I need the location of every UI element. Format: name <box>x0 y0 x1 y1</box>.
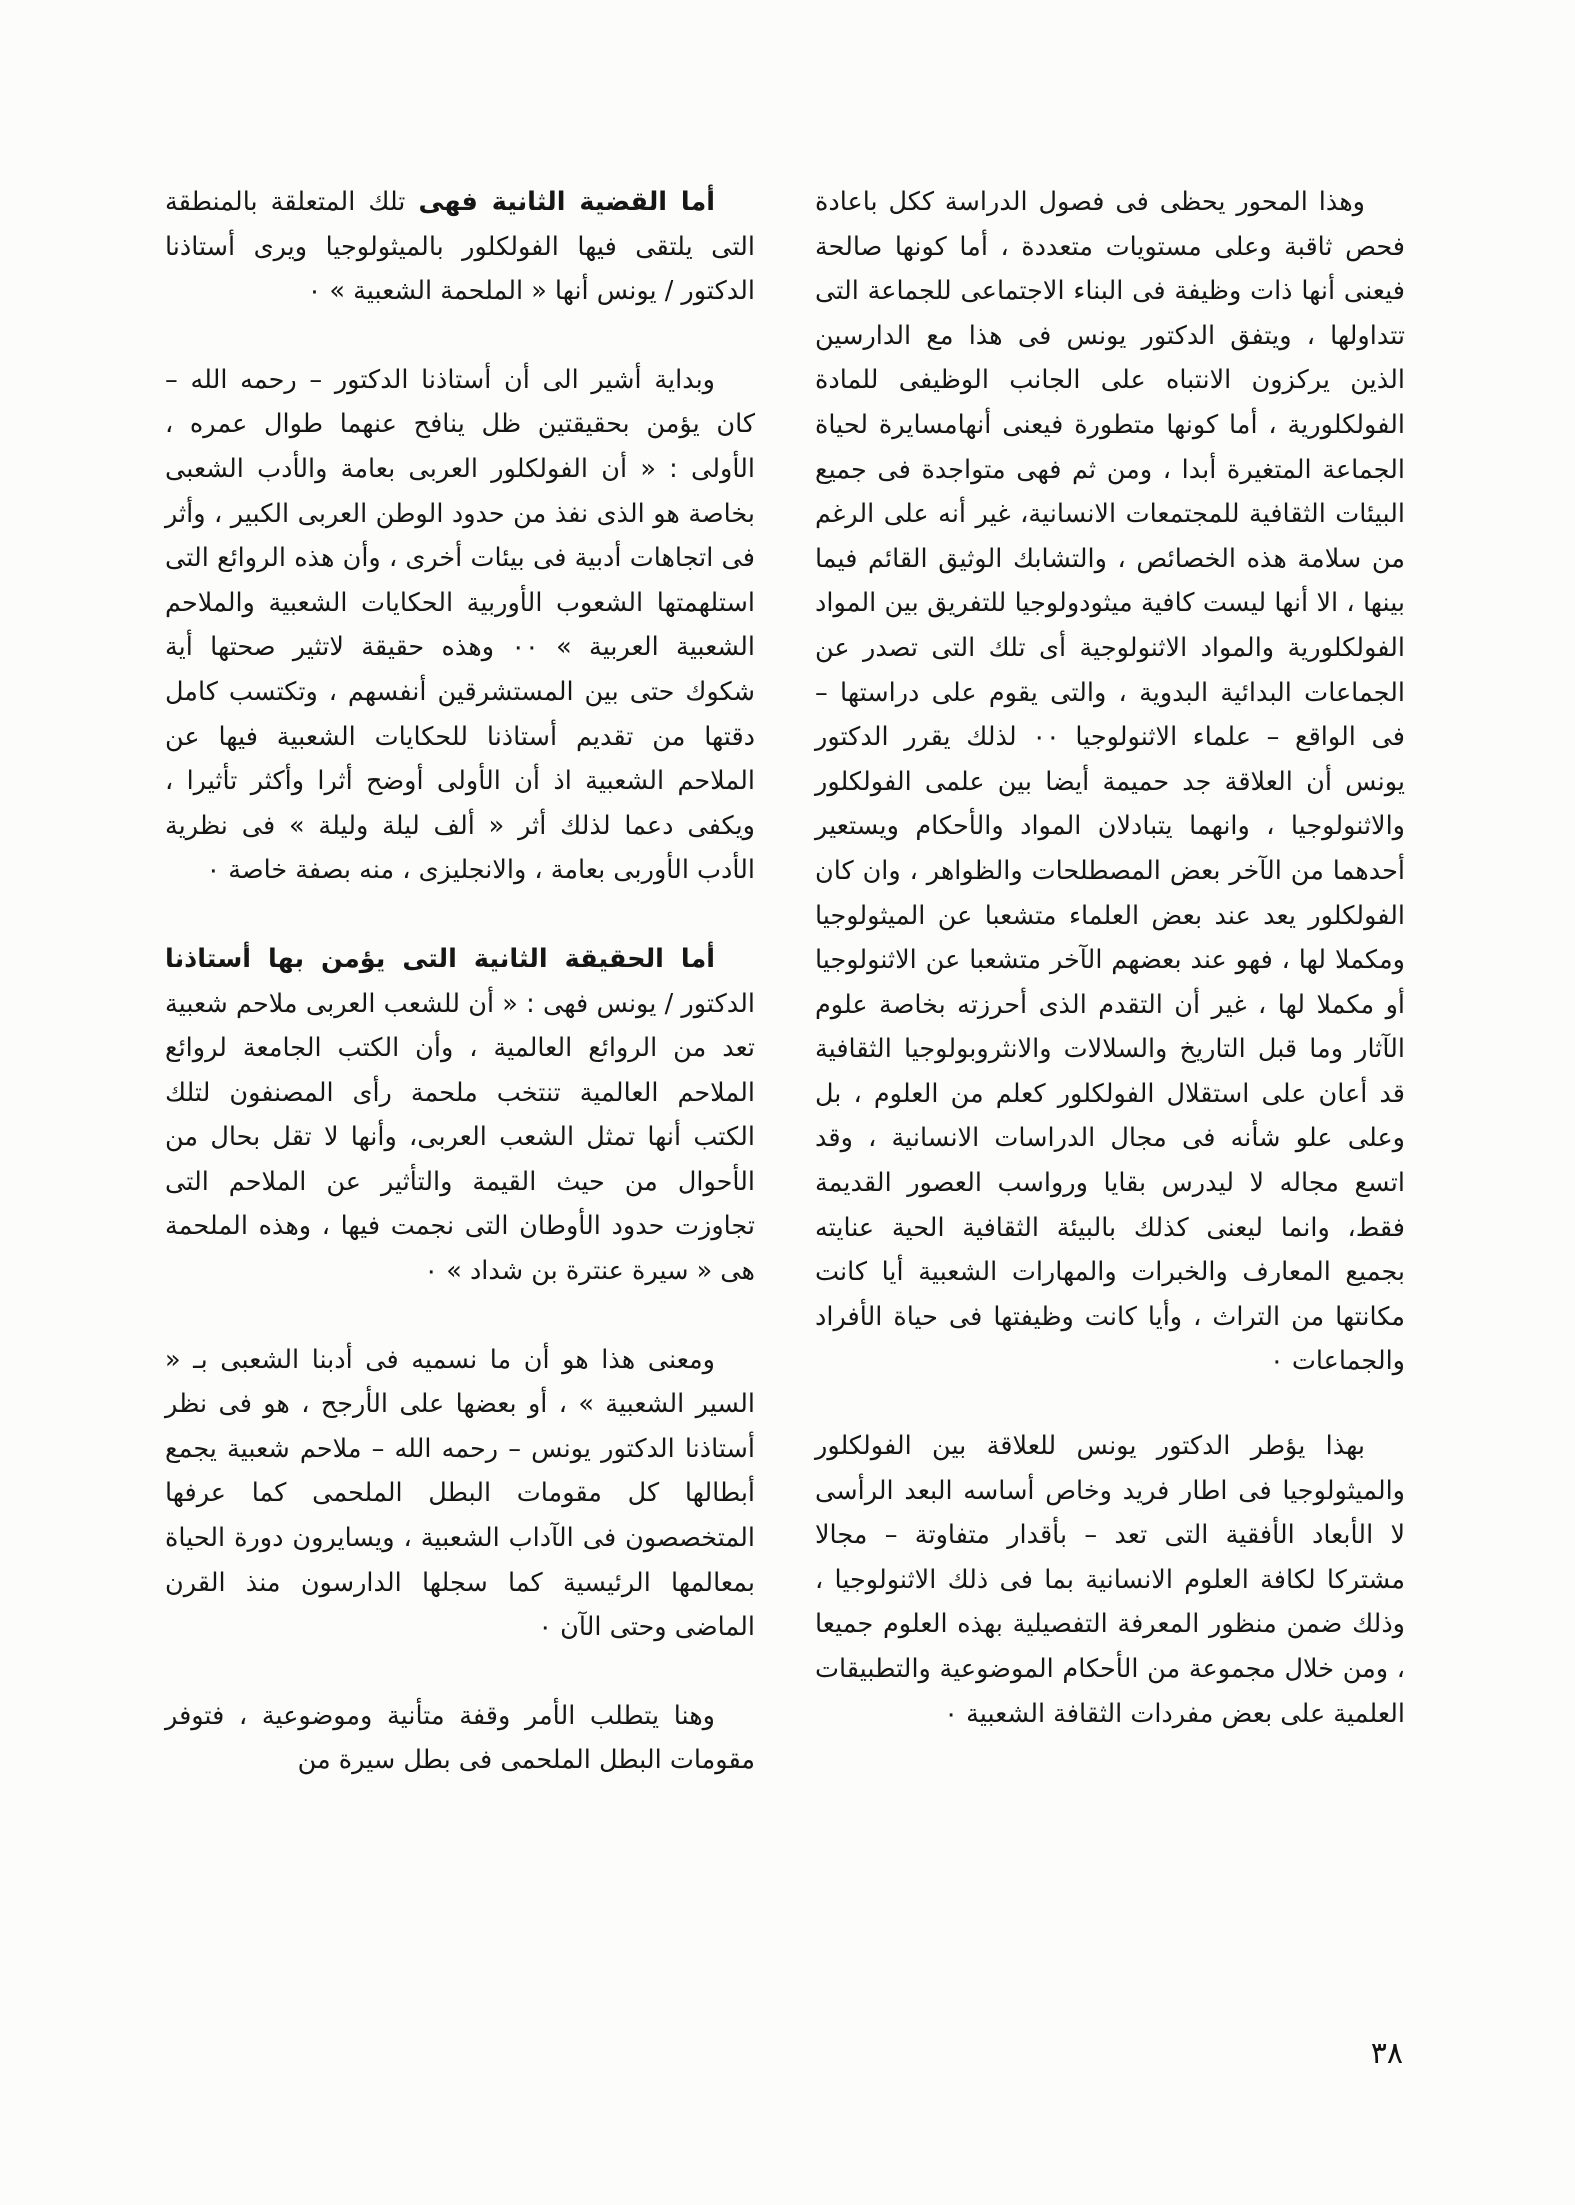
left-paragraph-5: وهنا يتطلب الأمر وقفة متأنية وموضوعية ، فتوفر مقومات البطل الملحمى فى بطل سيرة من <box>165 1700 755 1776</box>
page-number: ٣٨ <box>1370 2036 1403 2071</box>
left-paragraph-2: وبداية أشير الى أن أستاذنا الدكتور – رحمه الله – كان يؤمن بحقيقتين ظل ينافح عنهما طوال عمره ، الأولى : « أن الفولكلور العربى بعامة والأدب الشعبى بخاصة هو الذى نفذ من حدود الوطن العربى الكبير ، وأثر فى اتجاهات أدبية فى بيئات أخرى ، وأن هذه الروائع التى استلهمتها الشعوب الأوربية الحكايات الشعبية والملاحم الشعبية العربية » ٠٠ وهذه حقيقة لاتثير صحتها أية شكوك حتى بين المستشرقين أنفسهم ، وتكتسب كامل دقتها من تقديم أستاذنا للحكايات الشعبية فيها عن الملاحم الشعبية اذ أن الأولى أوضح أثرا وأكثر تأثيرا ، ويكفى دعما لذلك أثر « ألف ليلة وليلة » فى نظرية الأدب الأوربى بعامة ، والانجليزى ، منه بصفة خاصة ٠ <box>165 364 756 886</box>
left-paragraph-3-body: الدكتور / يونس فهى : « أن للشعب العربى ملاحم شعبية تعد من الروائع العالمية ، وأن الكتب الجامعة لروائع الملاحم العالمية تنتخب ملحمة رأى المصنفون لتلك الكتب أنها تمثل الشعب العربى، وأنها لا تقل بحال من الأحوال من حيث القيمة والتأثير عن الملاحم التى تجاوزت حدود الأوطان التى نجمت فيها ، وهذه الملحمة هى « سيرة عنترة بن شداد » ٠ <box>165 988 755 1287</box>
left-paragraph-1-body: تلك المتعلقة بالمنطقة التى يلتقى فيها الفولكلور بالميثولوجيا ويرى أستاذنا الدكتور / يونس أنها « الملحمة الشعبية » ٠ <box>165 187 755 307</box>
right-paragraph-1: وهذا المحور يحظى فى فصول الدراسة ككل باعادة فحص ثاقبة وعلى مستويات متعددة ، أما كونها صالحة فيعنى أنها ذات وظيفة فى البناء الاجتماعى للجماعة التى تتداولها ، ويتفق الدكتور يونس فى هذا مع الدارسين الذين يركزون الانتباه على الجانب الوظيفى للمادة الفولكلورية ، أما كونها متطورة فيعنى أنهامسايرة لحياة الجماعة المتغيرة أبدا ، ومن ثم فهى متواجدة فى جميع البيئات الثقافية للمجتمعات الانسانية، غير أنه على الرغم من سلامة هذه الخصائص ، والتشابك الوثيق القائم فيما بينها ، الا أنها ليست كافية ميثودولوجيا للتفريق بين المواد الفولكلورية والمواد الاثنولوجية أى تلك التى تصدر عن الجماعات البدائية البدوية ، والتى يقوم على دراستها – فى الواقع – علماء الاثنولوجيا ٠٠ لذلك يقرر الدكتور يونس أن العلاقة جد حميمة أيضا بين علمى الفولكلور والاثنولوجيا ، وانهما يتبادلان المواد والأحكام ويستعير أحدهما من الآخر بعض المصطلحات والظواهر ، وان كان الفولكلور يعد عند بعض العلماء متشعبا عن الميثولوجيا ومكملا لها ، فهو عند بعضهم الآخر متشعبا عن الاثنولوجيا أو مكملا لها ، غير أن التقدم الذى أحرزته بخاصة علوم الآثار وما قبل التاريخ والسلالات والانثروبولوجيا الثقافية قد أعان على استقلال الفولكلور كعلم من العلوم ، بل وعلى علو شأنه فى مجال الدراسات الانسانية ، وقد اتسع مجاله لا ليدرس بقايا ورواسب العصور القديمة فقط، وانما ليعنى كذلك بالبيئة الثقافية الحية عنايته بجميع المعارف والخبرات والمهارات الشعبية أيا كانت مكانتها من التراث ، وأيا كانت وظيفتها فى حياة الأفراد والجماعات ٠ <box>815 187 1405 1377</box>
right-text-column <box>815 180 1405 1736</box>
left-paragraph-3-lead: أما الحقيقة الثانية التى يؤمن بها أستاذنا <box>165 943 715 974</box>
left-paragraph-3 <box>165 937 755 1294</box>
left-paragraph-1 <box>165 180 755 314</box>
left-paragraph-1-lead: أما القضية الثانية فهى <box>418 187 715 217</box>
right-paragraph-2: بهذا يؤطر الدكتور يونس للعلاقة بين الفولكلور والميثولوجيا فى اطار فريد وخاص أساسه البعد الرأسى لا الأبعاد الأفقية التى تعد – بأقدار متفاوتة – مجالا مشتركا لكافة العلوم الانسانية بما فى ذلك الاثنولوجيا ، وذلك ضمن منظور المعرفة التفصيلية بهذه العلوم جميعا ، ومن خلال مجموعة من الأحكام الموضوعية والتطبيقات العلمية على بعض مفردات الثقافة الشعبية ٠ <box>815 1431 1405 1729</box>
left-text-column <box>165 180 755 1783</box>
left-paragraph-4: ومعنى هذا هو أن ما نسميه فى أدبنا الشعبى بـ « السير الشعبية » ، أو بعضها على الأرجح ، هو فى نظر أستاذنا الدكتور يونس – رحمه الله – ملاحم شعبية يجمع أبطالها كل مقومات البطل الملحمى كما عرفها المتخصصون فى الآداب الشعبية ، ويسايرون دورة الحياة بمعالمها الرئيسية كما سجلها الدارسون منذ القرن الماضى وحتى الآن ٠ <box>165 1344 755 1643</box>
